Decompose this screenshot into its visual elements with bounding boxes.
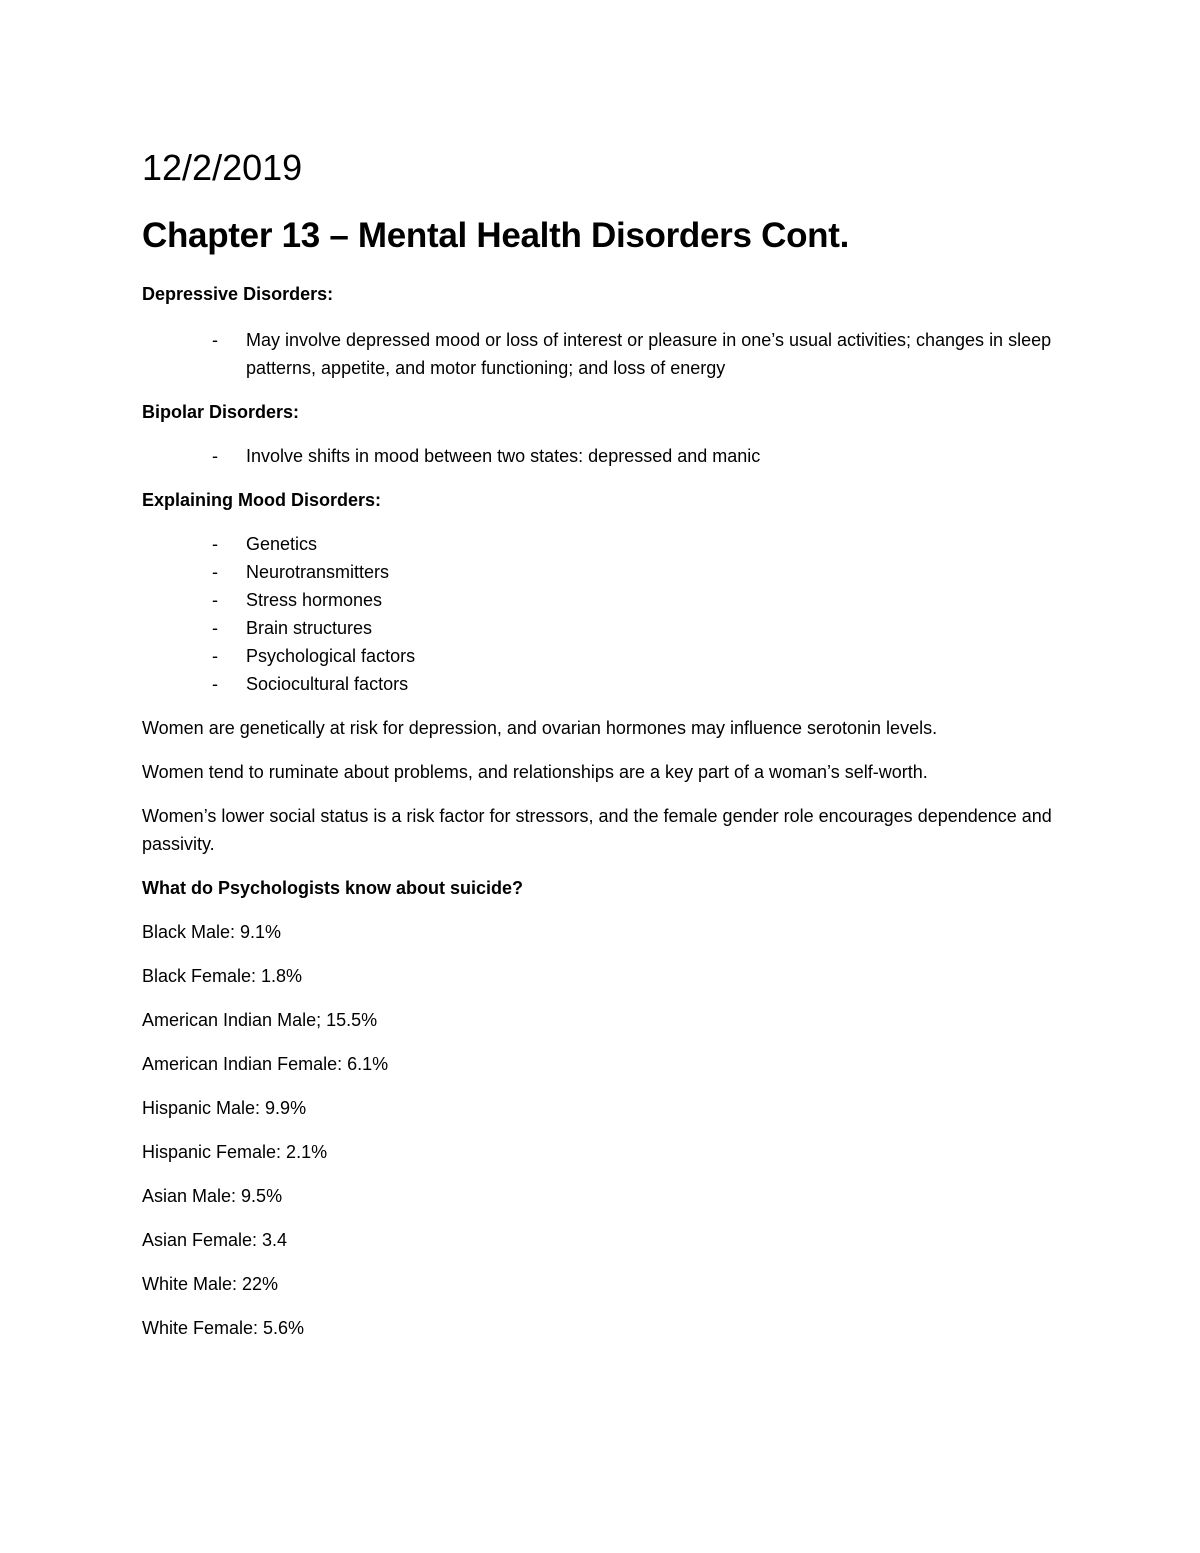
bullet-dash: - xyxy=(212,562,218,582)
stat-line: Hispanic Female: 2.1% xyxy=(142,1142,328,1162)
list-item xyxy=(142,442,1062,470)
paragraph-genetic-risk: Women are genetically at risk for depression, and ovarian hormones may influence serotonin levels. xyxy=(142,718,938,738)
list-item-text: Sociocultural factors xyxy=(246,674,409,694)
bullet-dash: - xyxy=(212,618,218,638)
list-item-text: May involve depressed mood or loss of interest or pleasure in one’s usual activities; changes in sleep patterns, appetite, and motor functioning; and loss of energy xyxy=(246,330,1052,378)
list-item xyxy=(142,326,1062,382)
bipolar-list xyxy=(142,442,1062,470)
section-heading-suicide: What do Psychologists know about suicide? xyxy=(142,878,524,898)
paragraph-rumination: Women tend to ruminate about problems, and relationships are a key part of a woman’s self-worth. xyxy=(142,762,928,782)
list-item-text: Brain structures xyxy=(246,618,373,638)
list-item xyxy=(142,614,1062,642)
bullet-dash: - xyxy=(212,674,218,694)
document-body xyxy=(142,140,1062,1342)
list-item xyxy=(142,586,1062,614)
bullet-dash: - xyxy=(212,590,218,610)
list-item xyxy=(142,530,1062,558)
stat-line: Black Female: 1.8% xyxy=(142,966,303,986)
list-item xyxy=(142,642,1062,670)
list-item-text: Genetics xyxy=(246,534,318,554)
list-item-text: Stress hormones xyxy=(246,590,383,610)
stat-line: American Indian Female: 6.1% xyxy=(142,1054,389,1074)
stat-line: American Indian Male; 15.5% xyxy=(142,1010,378,1030)
section-heading-bipolar: Bipolar Disorders: xyxy=(142,402,300,422)
bullet-dash: - xyxy=(212,446,218,466)
stat-line: Black Male: 9.1% xyxy=(142,922,282,942)
list-item-text: Psychological factors xyxy=(246,646,416,666)
note-date: 12/2/2019 xyxy=(142,147,303,188)
list-item-text: Neurotransmitters xyxy=(246,562,390,582)
bullet-dash: - xyxy=(212,534,218,554)
chapter-title: Chapter 13 – Mental Health Disorders Cont. xyxy=(142,216,850,255)
stat-line: Asian Male: 9.5% xyxy=(142,1186,283,1206)
bullet-dash: - xyxy=(212,646,218,666)
explaining-list xyxy=(142,530,1062,698)
section-heading-explaining: Explaining Mood Disorders: xyxy=(142,490,382,510)
stat-line: White Female: 5.6% xyxy=(142,1318,305,1338)
list-item xyxy=(142,558,1062,586)
paragraph-social-status: Women’s lower social status is a risk factor for stressors, and the female gender role encourages dependence and passivity. xyxy=(142,806,1052,854)
stat-line: White Male: 22% xyxy=(142,1274,279,1294)
section-heading-depressive: Depressive Disorders: xyxy=(142,284,334,304)
list-item-text: Involve shifts in mood between two states: depressed and manic xyxy=(246,446,761,466)
stat-line: Asian Female: 3.4 xyxy=(142,1230,288,1250)
list-item xyxy=(142,670,1062,698)
stat-line: Hispanic Male: 9.9% xyxy=(142,1098,307,1118)
bullet-dash: - xyxy=(212,330,218,350)
depressive-list xyxy=(142,326,1062,382)
